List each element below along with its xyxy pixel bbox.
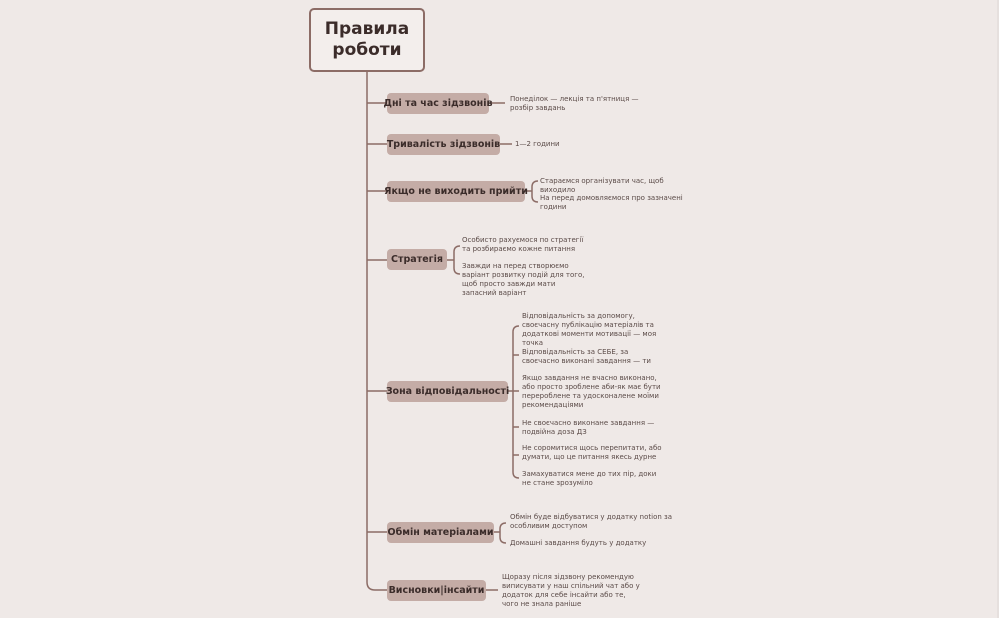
note-insights[interactable]: Щоразу після зідзвону рекомендую виписувати у наш спільний чат або у додаток для себе інсайти або те, чого не знала раніше [502,573,640,608]
topic-label: Зона відповідальності [385,386,510,397]
note-responsibility-4[interactable]: Не своєчасно виконане завдання — подвійна доза ДЗ [522,419,655,436]
topic-responsibility[interactable] [387,381,508,402]
topic-cannot-attend[interactable] [384,181,528,202]
note-materials-1[interactable]: Обмін буде відбуватися у додатку notion за особливим доступом [510,513,673,530]
topic-label: Тривалість зідзвонів [386,139,501,150]
topic-label: Висновки|інсайти [388,585,485,596]
topic-label: Дні та час зідзвонів [383,98,493,109]
note-responsibility-2[interactable]: Відповідальність за СЕБЕ, за своєчасно виконані завдання — ти [522,348,651,365]
note-responsibility-5[interactable]: Не соромитися щось перепитати, або думати, що це питання якесь дурне [522,444,662,461]
root-title: Правила роботи [324,19,410,60]
topic-days-and-time[interactable] [383,93,493,114]
note-responsibility-3[interactable]: Якщо завдання не вчасно виконано, або просто зроблене аби-як має бути перероблене та удосконалене моїми рекомендаціями [522,374,661,409]
note-responsibility-1[interactable]: Відповідальність за допомогу, своєчасну публікацію матеріалів та додаткові моменти мотивації — моя точка [522,312,657,347]
topic-insights[interactable] [387,580,486,601]
topic-strategy[interactable] [387,249,447,270]
root-topic[interactable] [309,8,425,72]
note-materials-2[interactable]: Домашні завдання будуть у додатку [510,539,647,547]
topic-label: Стратегія [391,254,443,265]
note-strategy-1[interactable]: Особисто рахуємося по стратегії та розбираємо кожне питання [462,236,584,253]
note-days-and-time[interactable]: Понеділок — лекція та п'ятниця — розбір завдань [510,95,639,112]
note-cannot-attend-2[interactable]: На перед домовляємося про зазначені години [540,194,683,211]
topic-duration[interactable] [387,134,500,155]
topic-materials-exchange[interactable] [387,522,494,543]
note-responsibility-6[interactable]: Замахуватися мене до тих пір, доки не стане зрозуміло [522,470,657,487]
note-duration[interactable]: 1—2 години [515,140,560,148]
note-cannot-attend-1[interactable]: Стараємся організувати час, щоб виходило [540,177,664,194]
topic-label: Обмін матеріалами [387,527,494,538]
topic-label: Якщо не виходить прийти [384,186,528,197]
note-strategy-2[interactable]: Завжди на перед створюємо варіант розвитку подій для того, щоб просто завжди мати запасний варіант [462,262,585,297]
